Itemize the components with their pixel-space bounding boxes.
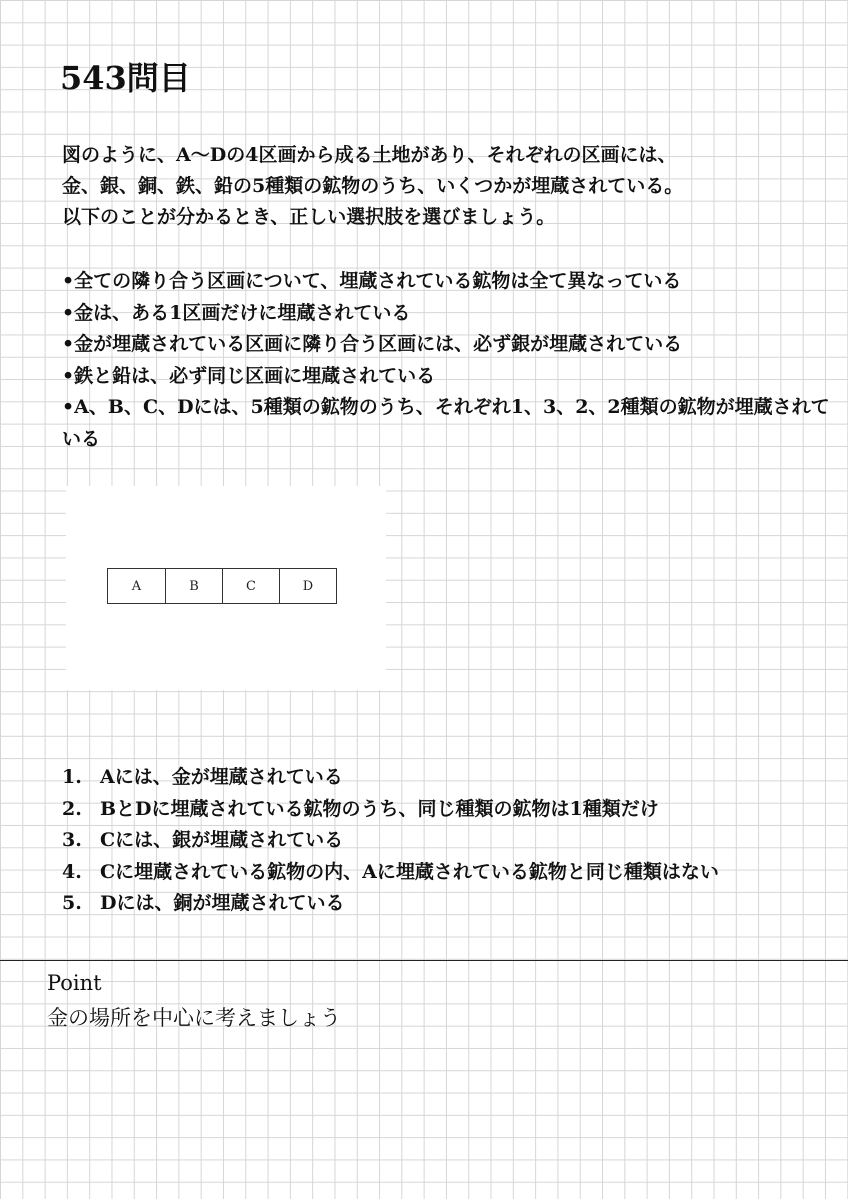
choice-number: 3. <box>62 829 82 851</box>
intro-line: 以下のことが分かるとき、正しい選択肢を選びましょう。 <box>62 206 556 228</box>
region-d: D <box>279 569 336 603</box>
land-diagram <box>66 486 386 690</box>
choice-number: 1. <box>62 766 82 788</box>
choice-text: Aには、金が埋蔵されている <box>100 766 343 788</box>
choice-number: 5. <box>62 892 82 914</box>
choice-item <box>62 762 832 794</box>
condition-item: •全ての隣り合う区画について、埋蔵されている鉱物は全て異なっている <box>62 270 682 292</box>
choice-text: Dには、銅が埋蔵されている <box>100 892 345 914</box>
choice-number: 4. <box>62 860 82 883</box>
choice-item <box>62 888 832 920</box>
region-c: C <box>222 569 279 603</box>
condition-item: •金は、ある1区画だけに埋蔵されている <box>62 301 411 324</box>
condition-item: •A、B、C、Dには、5種類の鉱物のうち、それぞれ1、3、2、2種類の鉱物が埋蔵されている <box>62 396 830 450</box>
choice-text: Cには、銀が埋蔵されている <box>100 829 344 851</box>
choice-text: BとDに埋蔵されている鉱物のうち、同じ種類の鉱物は1種類だけ <box>100 797 659 820</box>
page-title: 543問目 <box>60 59 191 97</box>
choice-item <box>62 825 832 857</box>
region-b: B <box>165 569 222 603</box>
intro-line: 図のように、A〜Dの4区画から成る土地があり、それぞれの区画には、 <box>62 144 677 166</box>
problem-intro <box>62 140 822 233</box>
choice-number: 2. <box>62 797 82 820</box>
point-hint: 金の場所を中心に考えましょう <box>47 1006 341 1030</box>
point-heading: Point <box>47 971 102 995</box>
region-row <box>107 568 337 604</box>
choice-item <box>62 794 832 826</box>
condition-item: •鉄と鉛は、必ず同じ区画に埋蔵されている <box>62 364 436 387</box>
choice-text: Cに埋蔵されている鉱物の内、Aに埋蔵されている鉱物と同じ種類はない <box>100 860 719 883</box>
condition-item: •金が埋蔵されている区画に隣り合う区画には、必ず銀が埋蔵されている <box>62 333 683 355</box>
condition-list <box>62 266 832 455</box>
choice-item <box>62 857 832 889</box>
section-divider <box>0 960 848 961</box>
choice-list <box>62 762 832 920</box>
intro-line: 金、銀、銅、鉄、鉛の5種類の鉱物のうち、いくつかが埋蔵されている。 <box>62 175 684 197</box>
region-a: A <box>131 578 142 594</box>
